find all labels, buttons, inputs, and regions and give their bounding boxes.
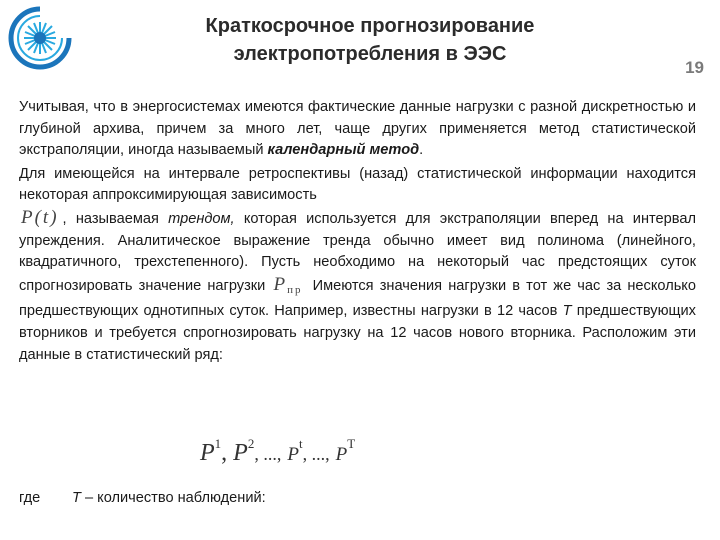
slide-title bbox=[110, 12, 630, 68]
formula-p2: P bbox=[233, 440, 248, 466]
forecast-symbol-letter: P bbox=[273, 273, 288, 295]
formula-sup-2: 2 bbox=[247, 436, 255, 451]
where-variable: Т bbox=[72, 490, 81, 506]
formula-pT: P bbox=[335, 444, 348, 465]
paragraph-1 bbox=[19, 97, 696, 162]
slide-page-number: 19 bbox=[685, 58, 704, 77]
t-variable: Т bbox=[562, 303, 572, 320]
paragraph-1-text: Учитывая, что в энергосистемах имеются фактические данные нагрузки с разной дискретностью и глубиной архива, причем за много лет, чаще других применяется метод статистической экстраполяции, иногда называемый bbox=[19, 99, 696, 159]
paragraph-2-part-2: , называемая bbox=[62, 210, 169, 227]
formula-sup-T: T bbox=[347, 436, 356, 451]
formula-dots-2: , ..., bbox=[302, 444, 330, 464]
company-logo-icon bbox=[6, 4, 74, 72]
paragraph-2-part-4: Имеются значения нагрузки в тот же час за несколько предшествующих однотипных суток. Например, известны нагрузки в 12 часов bbox=[19, 277, 696, 320]
slide-title-line-2: электропотребления в ЭЭС bbox=[233, 43, 507, 65]
paragraph-2-part-5: предшествующих вторников и требуется спрогнозировать нагрузку на 12 часов нового вторника. Расположим эти данные в статистический ряд: bbox=[19, 303, 696, 363]
formula-sup-t: t bbox=[298, 436, 303, 451]
formula-pt: P bbox=[287, 444, 299, 465]
where-definition: – количество наблюдений: bbox=[80, 490, 266, 506]
where-line bbox=[19, 490, 266, 506]
paragraph-1-end: . bbox=[419, 142, 424, 159]
formula-p1: P bbox=[200, 440, 215, 466]
forecast-symbol-subscript: пр bbox=[287, 283, 303, 296]
statistical-series-formula bbox=[200, 436, 500, 476]
paragraph-2 bbox=[19, 164, 696, 366]
slide-body bbox=[19, 97, 696, 366]
formula-comma: , bbox=[221, 440, 228, 466]
formula-dots-1: , ..., bbox=[254, 444, 282, 464]
slide-title-line-1: Краткосрочное прогнозирование bbox=[205, 15, 535, 37]
formula-sup-1: 1 bbox=[214, 436, 222, 451]
paragraph-2-part-3: которая используется для экстраполяции вперед на интервал упреждения. Аналитическое выражение тренда обычно имеет вид полинома (линейного, квадратичного, трехстепенного). Пусть необходимо на некоторый час предстоящих суток спрогнозировать значение нагрузки bbox=[19, 210, 696, 294]
trend-symbol: P(t) bbox=[21, 206, 59, 228]
paragraph-2-part-1: Для имеющейся на интервале ретроспективы (назад) статистической информации находится некоторая аппроксимирующая зависимость bbox=[19, 165, 696, 204]
where-label: где bbox=[19, 490, 41, 506]
forecast-symbol bbox=[271, 274, 306, 302]
trend-term: трендом, bbox=[168, 210, 235, 227]
calendar-method-term: календарный метод bbox=[267, 142, 420, 159]
